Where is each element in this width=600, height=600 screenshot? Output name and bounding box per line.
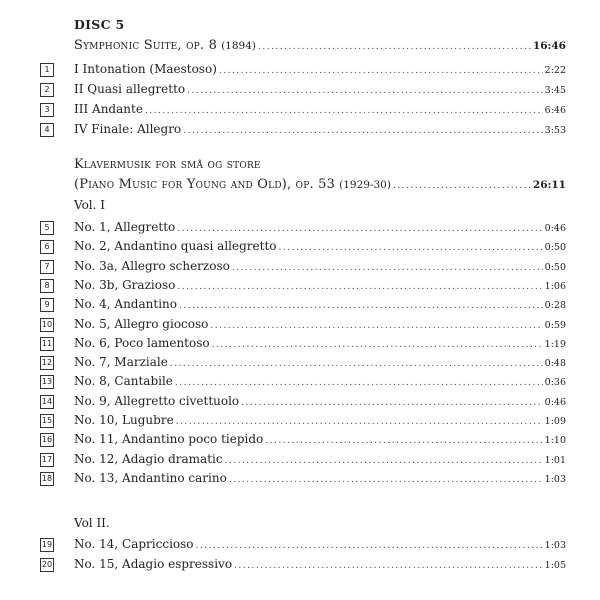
track-line bbox=[74, 536, 566, 554]
track-row bbox=[0, 556, 600, 574]
track-number-box: 16 bbox=[40, 433, 54, 447]
track-duration: 3:45 bbox=[544, 85, 566, 96]
track-row bbox=[0, 451, 600, 469]
track-number-box: 17 bbox=[40, 453, 54, 467]
track-line bbox=[74, 101, 566, 119]
track-line bbox=[74, 121, 566, 139]
track-duration: 1:09 bbox=[544, 416, 566, 427]
track-title: I Intonation (Maestoso) bbox=[74, 62, 217, 76]
track-number-box: 7 bbox=[40, 260, 54, 274]
track-row bbox=[0, 101, 600, 119]
track-title: No. 13, Andantino carino bbox=[74, 470, 227, 485]
track-title: No. 14, Capriccioso bbox=[74, 537, 194, 551]
track-row bbox=[0, 412, 600, 430]
track-row bbox=[0, 354, 600, 372]
track-line bbox=[74, 81, 566, 99]
track-row bbox=[0, 277, 600, 295]
track-line bbox=[74, 412, 566, 430]
track-line bbox=[74, 316, 566, 334]
track-number-box: 11 bbox=[40, 337, 54, 351]
track-number-box: 18 bbox=[40, 472, 54, 486]
track-title: IV Finale: Allegro bbox=[74, 122, 182, 136]
track-title: No. 4, Andantino bbox=[74, 297, 177, 312]
track-number-box: 19 bbox=[40, 538, 54, 552]
track-line bbox=[74, 556, 566, 574]
track-row bbox=[0, 316, 600, 334]
track-number-box: 1 bbox=[40, 63, 54, 77]
dot-leader bbox=[187, 81, 543, 99]
track-duration: 1:06 bbox=[544, 280, 566, 292]
dot-leader bbox=[183, 121, 543, 139]
track-title: No. 1, Allegretto bbox=[74, 220, 176, 234]
track-row bbox=[0, 61, 600, 79]
track-duration: 1:19 bbox=[544, 338, 566, 350]
section-year: (1894) bbox=[221, 40, 256, 52]
track-duration: 0:50 bbox=[544, 242, 566, 254]
track-title: No. 11, Andantino poco tiepido bbox=[74, 432, 264, 447]
track-duration: 0:59 bbox=[544, 319, 566, 331]
track-row bbox=[0, 431, 600, 449]
track-duration: 0:50 bbox=[544, 261, 566, 273]
dot-leader bbox=[175, 373, 543, 391]
track-number-box: 10 bbox=[40, 318, 54, 332]
track-title: No. 15, Adagio espressivo bbox=[74, 557, 233, 571]
section-heading-klavermusik-line2 bbox=[74, 177, 566, 197]
track-number-box: 4 bbox=[40, 123, 54, 137]
section-total-duration: 26:11 bbox=[532, 179, 566, 191]
track-number-box: 14 bbox=[40, 395, 54, 409]
volume-label-2: Vol II. bbox=[74, 516, 110, 530]
track-title: No. 9, Allegretto civettuolo bbox=[74, 393, 240, 408]
track-title: No. 6, Poco lamentoso bbox=[74, 335, 210, 350]
track-row bbox=[0, 470, 600, 488]
track-line bbox=[74, 277, 566, 295]
section-title-line2: (Piano Music for Young and Old), op. 53 bbox=[74, 177, 336, 192]
track-title: No. 2, Andantino quasi allegretto bbox=[74, 239, 277, 254]
dot-leader bbox=[234, 556, 543, 574]
track-number-box: 2 bbox=[40, 83, 54, 97]
track-title: No. 3a, Allegro scherzoso bbox=[74, 258, 230, 273]
track-line bbox=[74, 373, 566, 391]
section-heading-klavermusik-line1 bbox=[74, 157, 566, 177]
dot-leader bbox=[219, 61, 543, 79]
track-duration: 1:03 bbox=[544, 540, 566, 551]
dot-leader bbox=[177, 277, 542, 295]
track-duration: 0:46 bbox=[544, 396, 566, 408]
track-duration: 1:10 bbox=[544, 435, 566, 447]
dot-leader bbox=[212, 335, 543, 353]
track-title: No. 8, Cantabile bbox=[74, 374, 173, 389]
dot-leader bbox=[241, 393, 543, 411]
track-number-box: 3 bbox=[40, 103, 54, 117]
dot-leader bbox=[229, 470, 543, 488]
track-duration: 0:36 bbox=[544, 377, 566, 389]
track-line bbox=[74, 431, 566, 449]
track-row bbox=[0, 335, 600, 353]
track-title: III Andante bbox=[74, 102, 143, 116]
dot-leader bbox=[232, 258, 543, 276]
track-line bbox=[74, 219, 566, 237]
track-title: No. 7, Marziale bbox=[74, 355, 168, 370]
section-title: Symphonic Suite, op. 8 bbox=[74, 38, 218, 53]
track-number-box: 6 bbox=[40, 240, 54, 254]
section-total-duration: 16:46 bbox=[532, 40, 566, 52]
dot-leader bbox=[176, 412, 543, 430]
track-duration: 0:48 bbox=[544, 358, 566, 370]
track-duration: 2:22 bbox=[544, 65, 566, 76]
track-row bbox=[0, 219, 600, 237]
track-line bbox=[74, 238, 566, 256]
track-line bbox=[74, 470, 566, 488]
track-title: No. 3b, Grazioso bbox=[74, 277, 176, 292]
track-duration: 1:05 bbox=[544, 560, 566, 571]
dot-leader bbox=[177, 219, 542, 237]
dot-leader bbox=[210, 316, 542, 334]
track-title: II Quasi allegretto bbox=[74, 82, 186, 96]
track-duration: 0:46 bbox=[544, 223, 566, 234]
track-number-box: 8 bbox=[40, 279, 54, 293]
track-line bbox=[74, 258, 566, 276]
track-duration: 1:03 bbox=[544, 473, 566, 485]
dot-leader bbox=[225, 451, 543, 469]
dot-leader bbox=[179, 296, 543, 314]
track-line bbox=[74, 296, 566, 314]
track-duration: 6:46 bbox=[544, 105, 566, 116]
section-year: (1929-30) bbox=[339, 179, 391, 191]
track-row bbox=[0, 121, 600, 139]
track-line bbox=[74, 335, 566, 353]
track-line bbox=[74, 393, 566, 411]
track-row bbox=[0, 393, 600, 411]
track-number-box: 13 bbox=[40, 375, 54, 389]
track-line bbox=[74, 354, 566, 372]
track-number-box: 12 bbox=[40, 356, 54, 370]
track-row bbox=[0, 238, 600, 256]
dot-leader bbox=[279, 238, 543, 256]
track-line bbox=[74, 61, 566, 79]
track-row bbox=[0, 296, 600, 314]
track-title: No. 12, Adagio dramatic bbox=[74, 451, 223, 466]
track-duration: 1:01 bbox=[544, 454, 566, 466]
section-heading-symphonic-suite bbox=[74, 38, 566, 58]
track-duration: 0:28 bbox=[544, 300, 566, 312]
disc-label: DISC 5 bbox=[74, 17, 125, 32]
track-row bbox=[0, 536, 600, 554]
track-number-box: 5 bbox=[40, 221, 54, 235]
section-title-line1: Klavermusik for små og store bbox=[74, 157, 261, 172]
track-number-box: 15 bbox=[40, 414, 54, 428]
track-title: No. 10, Lugubre bbox=[74, 413, 174, 427]
track-row bbox=[0, 81, 600, 99]
track-row bbox=[0, 373, 600, 391]
dot-leader bbox=[393, 177, 531, 192]
track-row bbox=[0, 258, 600, 276]
dot-leader bbox=[170, 354, 543, 372]
track-number-box: 20 bbox=[40, 558, 54, 572]
volume-label-1: Vol. I bbox=[74, 198, 105, 212]
dot-leader bbox=[196, 536, 543, 554]
track-number-box: 9 bbox=[40, 298, 54, 312]
track-duration: 3:53 bbox=[544, 125, 566, 136]
track-line bbox=[74, 451, 566, 469]
dot-leader bbox=[258, 38, 531, 53]
track-title: No. 5, Allegro giocoso bbox=[74, 316, 209, 331]
dot-leader bbox=[145, 101, 543, 119]
dot-leader bbox=[265, 431, 542, 449]
